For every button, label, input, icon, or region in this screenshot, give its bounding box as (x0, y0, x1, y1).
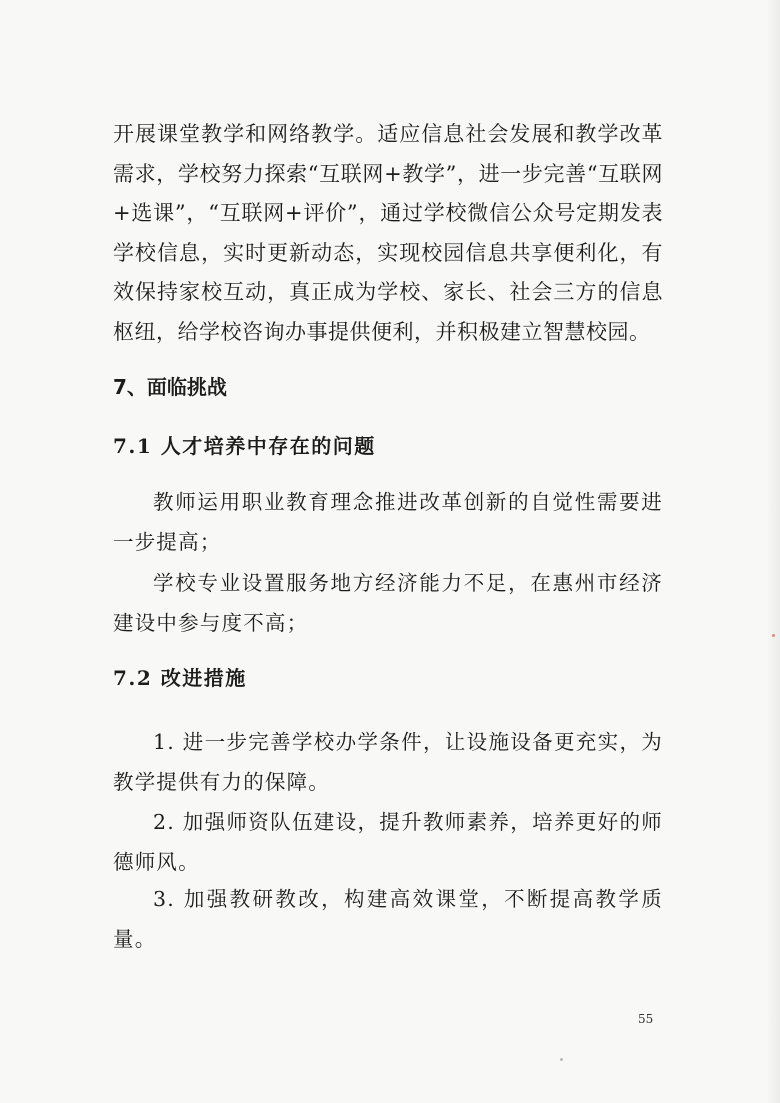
section-7-1-paragraph-1: 教师运用职业教育理念推进改革创新的自觉性需要进一步提高； (113, 490, 663, 554)
measure-item-1: 1. 进一步完善学校办学条件，让设施设备更充实，为教学提供有力的保障。 (113, 730, 663, 794)
measure-item-3: 3. 加强教研教改，构建高效课堂，不断提高教学质量。 (113, 887, 663, 951)
section-7-1-paragraph-2: 学校专业设置服务地方经济能力不足，在惠州市经济建设中参与度不高； (113, 571, 663, 635)
page-number: 55 (638, 1012, 654, 1026)
section-7-heading: 7、面临挑战 (113, 375, 227, 399)
section-7-1-heading: 7.1 人才培养中存在的问题 (113, 434, 376, 458)
intro-paragraph: 开展课堂教学和网络教学。适应信息社会发展和教学改革需求，学校努力探索“互联网+教学”，进一步完善“互联网+选课”，“互联网+评价”，通过学校微信公众号定期发表学校信息，实时更新动态，实现校园信息共享便利化，有效保持家校互动，真正成为学校、家长、社会三方的信息枢纽，给学校咨询办事提供便利，并积极建立智慧校园。 (113, 122, 663, 344)
section-7-2-heading: 7.2 改进措施 (113, 666, 247, 690)
scan-speck (772, 634, 775, 637)
page-edge-shadow (766, 0, 780, 1103)
scan-speck (560, 1058, 563, 1061)
measure-item-2: 2. 加强师资队伍建设，提升教师素养，培养更好的师德师风。 (113, 810, 663, 874)
